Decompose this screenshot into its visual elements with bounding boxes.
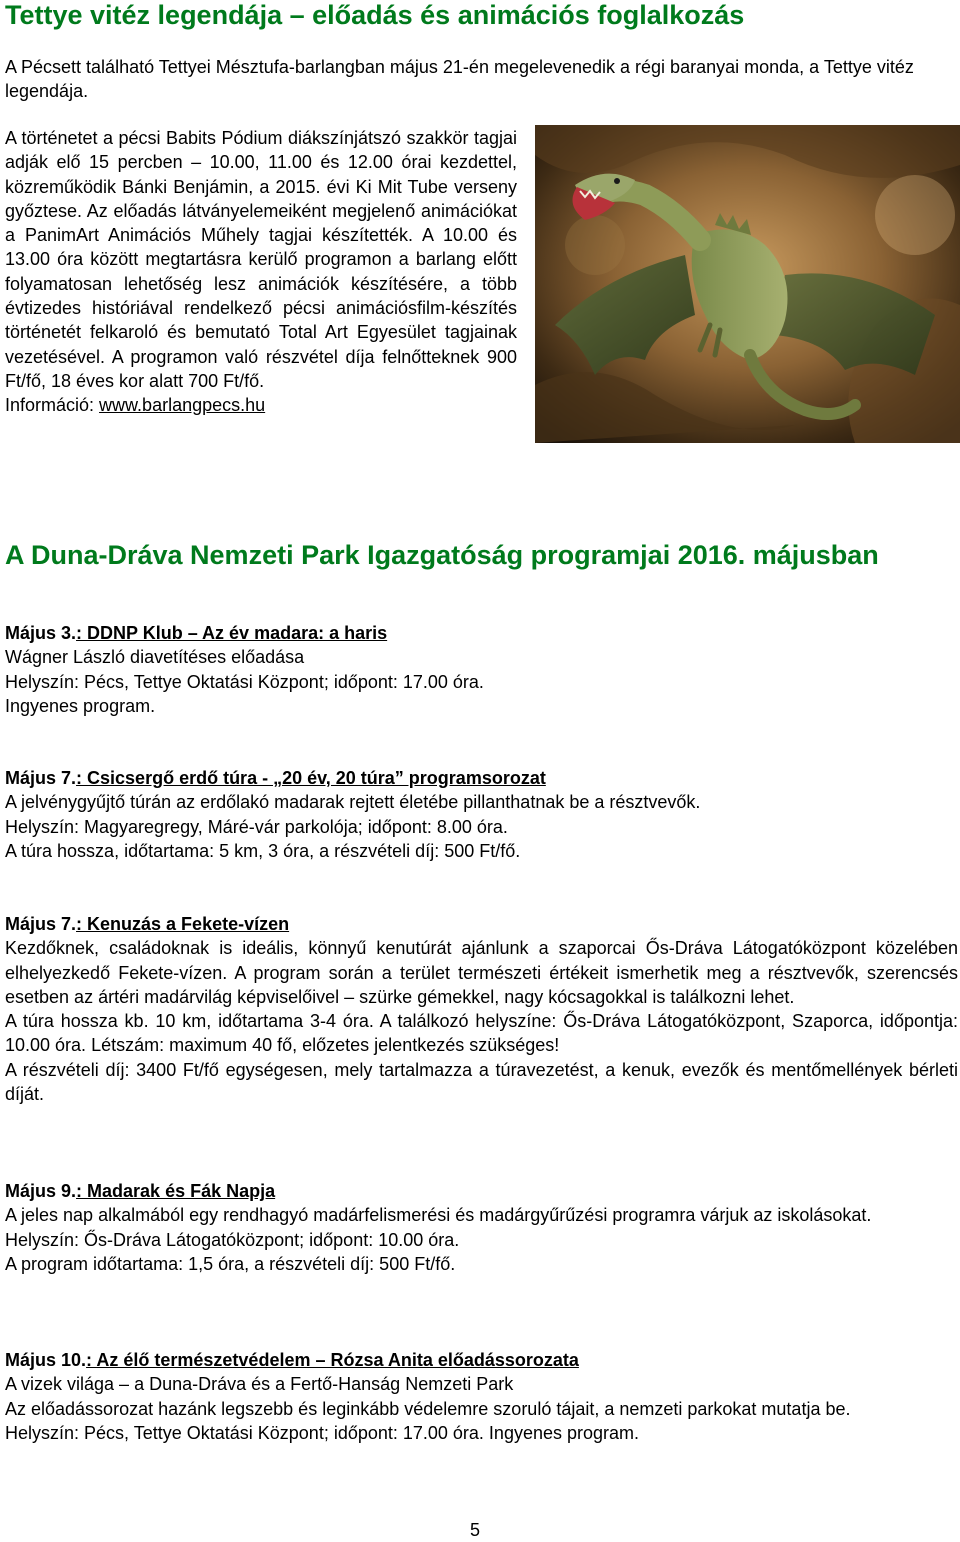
article-title: Tettye vitéz legendája – előadás és animációs foglalkozás (5, 0, 745, 30)
event-line: Helyszín: Magyaregregy, Máré-vár parkolója; időpont: 8.00 óra. (5, 816, 508, 837)
page-number: 5 (470, 1520, 481, 1540)
event-line: Helyszín: Pécs, Tettye Oktatási Központ; időpont: 17.00 óra. Ingyenes program. (5, 1422, 640, 1443)
event-line: A jeles nap alkalmából egy rendhagyó madárfelismerési és madárgyűrűzési programra várjuk az iskolásokat. (5, 1205, 872, 1226)
event-line: A túra hossza, időtartama: 5 km, 3 óra, a részvételi díj: 500 Ft/fő. (5, 840, 521, 861)
event-item (5, 1348, 958, 1445)
info-link[interactable]: www.barlangpecs.hu (99, 395, 266, 416)
section-title: A Duna-Dráva Nemzeti Park Igazgatóság programjai 2016. májusban (5, 540, 879, 570)
event-item (5, 912, 958, 1106)
event-heading (5, 766, 958, 790)
event-date: Május 10. (5, 1350, 87, 1370)
event-title: : Csicsergő erdő túra - „20 év, 20 túra” programsorozat (76, 768, 546, 788)
event-line: Kezdőknek, családoknak is ideális, könnyű kenutúrát ajánlunk a szaporcai Ős-Dráva Látogatóközpont közelében elhelyezkedő Fekete-vízen. A program során a terület természeti értékeit ismerhetik meg a résztvevők, szerencsés esetben az ártéri madárvilág képviselőivel – szürke gémekkel, nagy kócsagokkal is találkozni lehet. (5, 938, 958, 1007)
event-line: Helyszín: Pécs, Tettye Oktatási Központ; időpont: 17.00 óra. (5, 671, 484, 692)
story-text: A történetet a pécsi Babits Pódium diákszínjátszó szakkör tagjai adják elő 15 percben – 10.00, 11.00 és 12.00 órai kezdettel, közreműködik Bánki Benjámin, a 2015. évi Ki Mit Tube verseny győztese. Az előadás látványelemeiként megjelenő animációkat a PanimArt Animációs Műhely tagjai készítették. A 10.00 és 13.00 óra között megtartásra kerülő programon a barlang előtt folyamatosan lehetőség lesz animációk készítésére, a több évtizedes históriával rendelkező pécsi animációsfilm-készítés történetét felkaroló és bemutató Total Art Egyesület tagjainak vezetésével. A programon való részvétel díja felnőtteknek 900 Ft/fő, 18 éves kor alatt 700 Ft/fő. (5, 128, 517, 391)
event-title: : Madarak és Fák Napja (76, 1181, 276, 1201)
event-heading (5, 621, 958, 645)
event-heading (5, 1348, 958, 1372)
story-paragraph (5, 126, 517, 418)
event-item (5, 766, 958, 863)
event-title: : Kenuzás a Fekete-vízen (76, 914, 290, 934)
event-line: Ingyenes program. (5, 695, 156, 716)
event-line: A túra hossza kb. 10 km, időtartama 3-4 óra. A találkozó helyszíne: Ős-Dráva Látogatóközpont, Szaporca, időpontja: 10.00 óra. Létszám: maximum 40 fő, előzetes jelentkezés szükséges! (5, 1011, 958, 1056)
event-line: Helyszín: Ős-Dráva Látogatóközpont; időpont: 10.00 óra. (5, 1229, 460, 1250)
dragon-cave-photo (535, 125, 960, 443)
event-line: A részvételi díj: 3400 Ft/fő egységesen, mely tartalmazza a túravezetést, a kenuk, evezők és mentőmellények bérleti díját. (5, 1059, 958, 1105)
event-heading (5, 912, 958, 936)
intro-paragraph: A Pécsett található Tettyei Mésztufa-barlangban május 21-én megelevenedik a régi baranyai monda, a Tettye vitéz legendája. (5, 57, 914, 102)
event-item (5, 1179, 958, 1276)
event-line: A jelvénygyűjtő túrán az erdőlakó madarak rejtett életébe pillanthatnak be a résztvevők. (5, 792, 701, 813)
event-line: A program időtartama: 1,5 óra, a részvételi díj: 500 Ft/fő. (5, 1253, 456, 1274)
event-line: Wágner László diavetítéses előadása (5, 647, 305, 668)
event-date: Május 9. (5, 1181, 77, 1201)
info-label: Információ: (5, 395, 100, 416)
event-line: Az előadássorozat hazánk legszebb és leginkább védelemre szoruló tájait, a nemzeti parkokat mutatja be. (5, 1398, 851, 1419)
event-heading (5, 1179, 958, 1203)
event-date: Május 3. (5, 623, 77, 643)
event-date: Május 7. (5, 914, 77, 934)
event-title: : DDNP Klub – Az év madara: a haris (76, 623, 388, 643)
event-item (5, 621, 958, 718)
event-date: Május 7. (5, 768, 77, 788)
event-title: : Az élő természetvédelem – Rózsa Anita előadássorozata (86, 1350, 579, 1370)
event-line: A vizek világa – a Duna-Dráva és a Fertő-Hanság Nemzeti Park (5, 1374, 514, 1395)
